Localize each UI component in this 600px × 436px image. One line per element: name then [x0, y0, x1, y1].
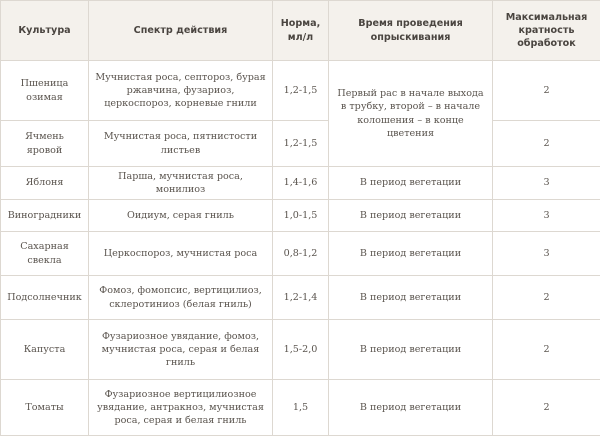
spectrum-cell: Оидиум, серая гниль [89, 200, 273, 232]
crop-cell: Капуста [1, 320, 89, 380]
rate-cell: 1,0-1,5 [273, 200, 329, 232]
rate-cell: 1,5 [273, 380, 329, 436]
timing-cell: В период вегетации [329, 320, 493, 380]
header-max-treatments: Максимальная кратность обработок [493, 1, 600, 61]
spectrum-cell: Церкоспороз, мучнистая роса [89, 232, 273, 276]
table-row [1, 200, 600, 232]
table-row [1, 320, 600, 380]
spectrum-cell: Фузариозное вертицилиозное увядание, антракноз, мучнистая роса, серая и белая гниль [89, 380, 273, 436]
crop-cell: Пшеница озимая [1, 61, 89, 121]
timing-cell-grain: Первый рас в начале выхода в трубку, второй – в начале колошения – в конце цветения [329, 61, 493, 167]
header-timing: Время проведения опрыскивания [329, 1, 493, 61]
table-row [1, 276, 600, 320]
max-cell: 3 [493, 232, 600, 276]
header-rate: Норма, мл/л [273, 1, 329, 61]
rate-cell: 1,4-1,6 [273, 167, 329, 200]
crop-cell: Виноградники [1, 200, 89, 232]
header-row [1, 1, 600, 61]
header-spectrum: Спектр действия [89, 1, 273, 61]
table-row [1, 61, 600, 121]
max-cell: 2 [493, 276, 600, 320]
crop-cell: Яблоня [1, 167, 89, 200]
max-cell: 2 [493, 61, 600, 121]
rate-cell: 0,8-1,2 [273, 232, 329, 276]
timing-cell: В период вегетации [329, 380, 493, 436]
table-row [1, 380, 600, 436]
max-cell: 2 [493, 121, 600, 167]
timing-cell: В период вегетации [329, 200, 493, 232]
table-row [1, 167, 600, 200]
spectrum-cell: Парша, мучнистая роса, монилиоз [89, 167, 273, 200]
spectrum-cell: Фузариозное увядание, фомоз, мучнистая роса, серая и белая гниль [89, 320, 273, 380]
max-cell: 3 [493, 167, 600, 200]
spectrum-cell: Мучнистая роса, септороз, бурая ржавчина, фузариоз, церкоспороз, корневые гнили [89, 61, 273, 121]
max-cell: 2 [493, 320, 600, 380]
header-crop: Культура [1, 1, 89, 61]
spectrum-cell: Фомоз, фомопсис, вертицилиоз, склеротиниоз (белая гниль) [89, 276, 273, 320]
crop-cell: Ячмень яровой [1, 121, 89, 167]
crop-cell: Подсолнечник [1, 276, 89, 320]
rate-cell: 1,2-1,4 [273, 276, 329, 320]
table-row [1, 121, 600, 167]
crop-cell: Сахарная свекла [1, 232, 89, 276]
table-row [1, 232, 600, 276]
rate-cell: 1,2-1,5 [273, 121, 329, 167]
max-cell: 3 [493, 200, 600, 232]
crop-cell: Томаты [1, 380, 89, 436]
timing-cell: В период вегетации [329, 232, 493, 276]
rate-cell: 1,2-1,5 [273, 61, 329, 121]
timing-cell: В период вегетации [329, 276, 493, 320]
timing-cell: В период вегетации [329, 167, 493, 200]
spectrum-cell: Мучнистая роса, пятнистости листьев [89, 121, 273, 167]
rate-cell: 1,5-2,0 [273, 320, 329, 380]
max-cell: 2 [493, 380, 600, 436]
